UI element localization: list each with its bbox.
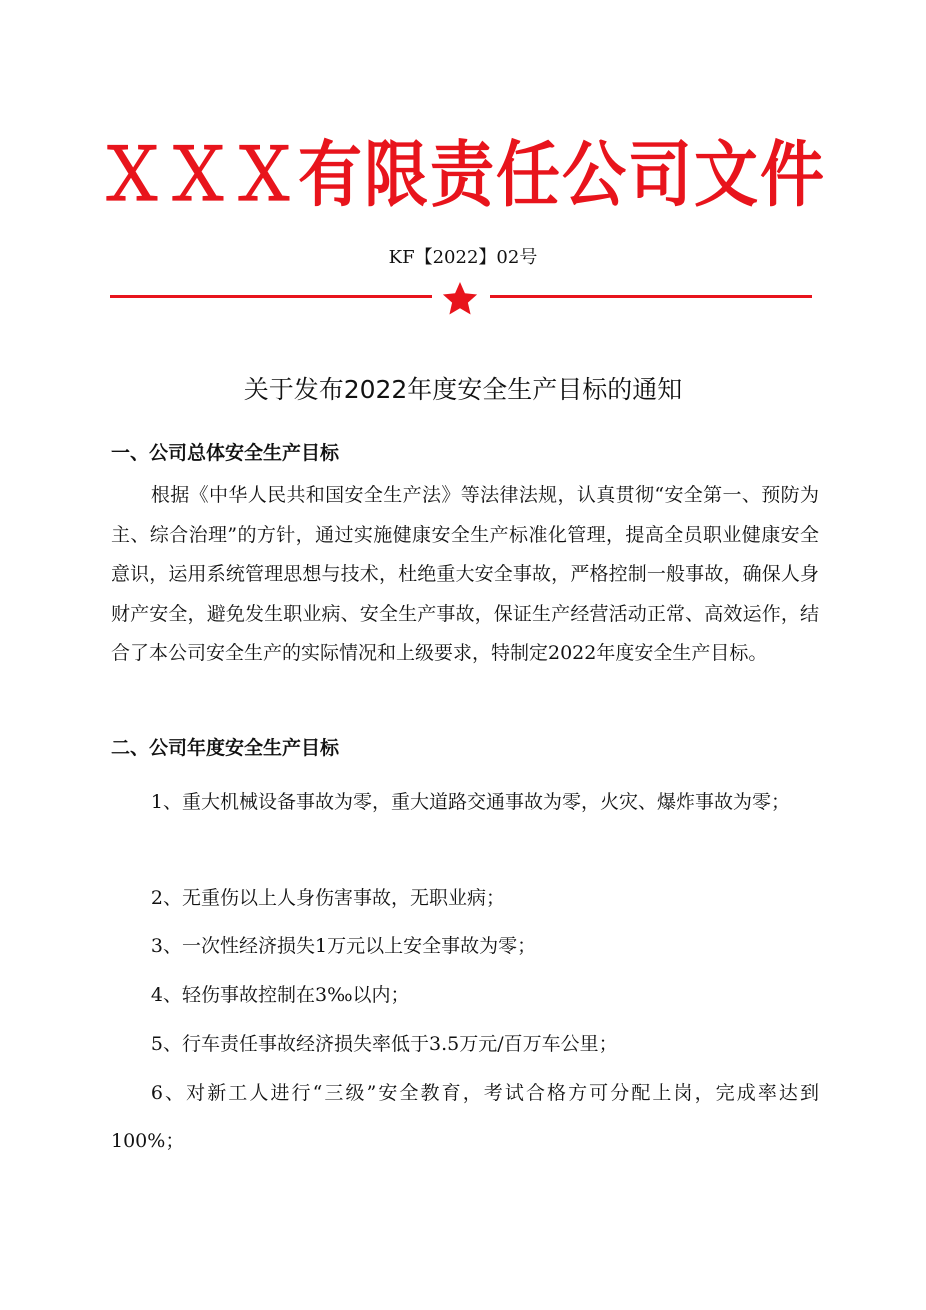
document-number: KF【2022】02号	[388, 247, 538, 268]
separator-line-left	[110, 295, 432, 298]
section-heading-1: 一、公司总体安全生产目标	[111, 442, 340, 464]
red-separator	[110, 280, 812, 320]
goal-item-6: 6、对新工人进行“三级”安全教育，考试合格方可分配上岗，完成率达到100%；	[111, 1082, 819, 1152]
separator-line-right	[490, 295, 812, 298]
goal-item-4: 4、轻伤事故控制在3‰以内；	[150, 984, 410, 1006]
document-header-title: ＸＸＸ有限责任公司文件	[100, 134, 826, 218]
goal-item-5: 5、行车责任事故经济损失率低于3.5万元/百万车公里；	[150, 1033, 618, 1055]
section-heading-2: 二、公司年度安全生产目标	[111, 737, 340, 759]
goal-item-3: 3、一次性经济损失1万元以上安全事故为零；	[150, 935, 537, 957]
goal-item-2: 2、无重伤以上人身伤害事故，无职业病；	[150, 887, 505, 909]
goal-item-1: 1、重大机械设备事故为零，重大道路交通事故为零，火灾、爆炸事故为零；	[150, 791, 790, 813]
star-icon	[443, 282, 477, 315]
section-1-paragraph: 根据《中华人民共和国安全生产法》等法律法规，认真贯彻“安全第一、预防为主、综合治理”的方针，通过实施健康安全生产标准化管理，提高全员职业健康安全意识，运用系统管理思想与技术，杜绝重大安全事故，严格控制一般事故，确保人身财产安全，避免发生职业病、安全生产事故，保证生产经营活动正常、高效运作，结合了本公司安全生产的实际情况和上级要求，特制定2022年度安全生产目标。	[111, 484, 819, 665]
notice-title: 关于发布2022年度安全生产目标的通知	[243, 375, 683, 404]
